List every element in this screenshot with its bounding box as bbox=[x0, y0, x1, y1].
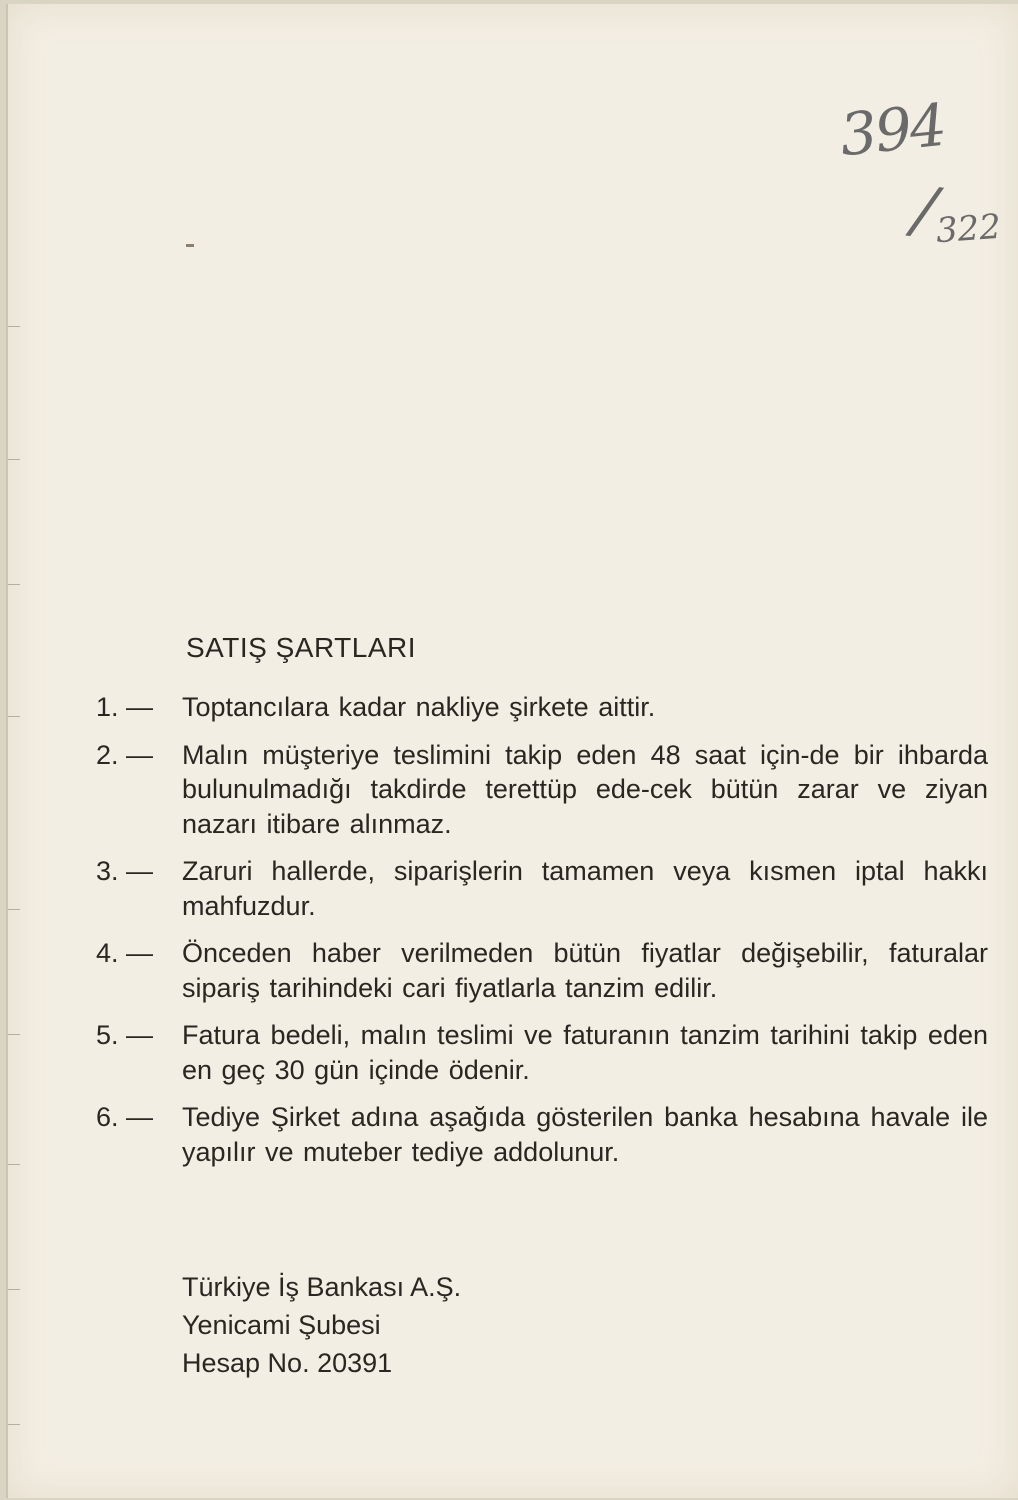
handwritten-note-bottom: 322 bbox=[934, 206, 1003, 252]
term-item bbox=[96, 854, 988, 923]
term-number: 4. — bbox=[96, 938, 154, 968]
bank-account: Hesap No. 20391 bbox=[182, 1348, 393, 1378]
term-item bbox=[96, 738, 988, 842]
term-item bbox=[96, 1100, 988, 1169]
edge-tick bbox=[8, 584, 20, 585]
term-text: Toptancılara kadar nakliye şirkete aittir. bbox=[182, 692, 656, 722]
edge-tick bbox=[8, 909, 20, 910]
edge-tick bbox=[8, 1164, 20, 1165]
edge-tick bbox=[8, 459, 20, 460]
term-item bbox=[96, 936, 988, 1005]
term-item bbox=[96, 1018, 988, 1087]
terms-list bbox=[96, 690, 988, 1182]
term-text: Malın müşteriye teslimini takip eden 48 saat için-de bir ihbarda bulunulmadığı takdirde terettüp ede-cek bütün zarar ve ziyan nazarı itibare alınmaz. bbox=[182, 739, 988, 839]
term-number: 1. — bbox=[96, 692, 154, 722]
bank-branch: Yenicami Şubesi bbox=[182, 1310, 381, 1340]
bank-name: Türkiye İş Bankası A.Ş. bbox=[182, 1272, 462, 1302]
term-number: 6. — bbox=[96, 1102, 154, 1132]
term-number: 2. — bbox=[96, 739, 154, 770]
term-text: Önceden haber verilmeden bütün fiyatlar değişebilir, faturalar sipariş tarihindeki cari fiyatlarla tanzim edilir. bbox=[182, 938, 988, 1003]
term-text: Zaruri hallerde, siparişlerin tamamen veya kısmen iptal hakkı mahfuzdur. bbox=[182, 856, 988, 921]
edge-tick bbox=[8, 326, 20, 327]
term-number: 3. — bbox=[96, 856, 154, 886]
term-item bbox=[96, 690, 988, 725]
sales-terms-card bbox=[6, 4, 1018, 1498]
term-text: Fatura bedeli, malın teslimi ve faturanın tanzim tarihini takip eden en geç 30 gün içinde ödenir. bbox=[182, 1020, 988, 1085]
handwritten-slash: / bbox=[908, 172, 941, 250]
edge-tick bbox=[8, 1034, 20, 1035]
edge-tick bbox=[8, 716, 20, 717]
page-title: SATIŞ ŞARTLARI bbox=[186, 632, 417, 663]
handwritten-note-top: 394 bbox=[836, 90, 948, 170]
edge-tick bbox=[8, 1289, 20, 1290]
ink-mark bbox=[186, 244, 194, 247]
term-number: 5. — bbox=[96, 1020, 154, 1050]
bank-details bbox=[182, 1268, 461, 1382]
term-text: Tediye Şirket adına aşağıda gösterilen banka hesabına havale ile yapılır ve muteber tediye addolunur. bbox=[182, 1102, 988, 1167]
edge-tick bbox=[8, 1424, 20, 1425]
